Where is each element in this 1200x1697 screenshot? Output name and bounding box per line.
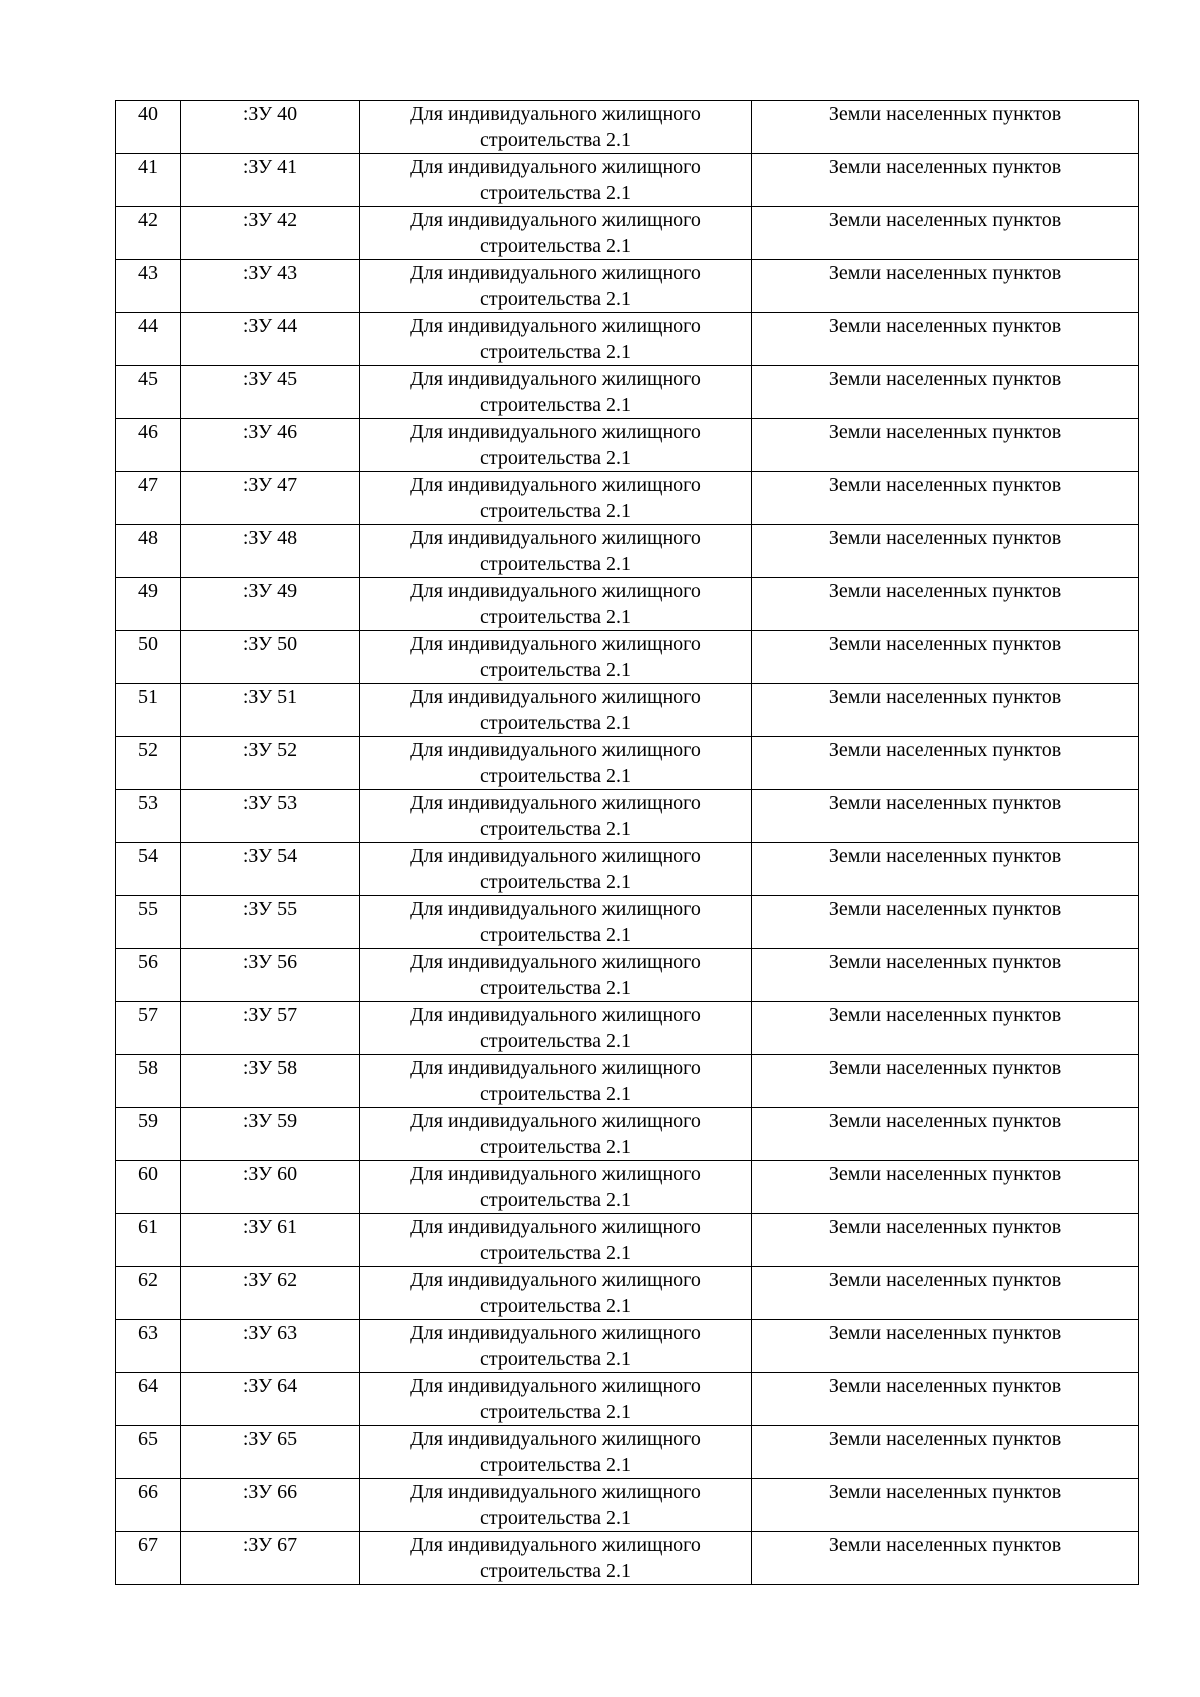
- land-category: Земли населенных пунктов: [828, 898, 1062, 920]
- row-number-cell: [116, 1532, 181, 1585]
- plot-id: :ЗУ 44: [242, 315, 298, 337]
- land-category-cell: [752, 1214, 1139, 1267]
- row-number: 60: [138, 1163, 158, 1185]
- plot-id: :ЗУ 54: [242, 845, 298, 867]
- permitted-use-line-2: строительства 2.1: [480, 659, 631, 681]
- land-category: Земли населенных пунктов: [828, 739, 1062, 761]
- land-category: Земли населенных пунктов: [828, 1163, 1062, 1185]
- permitted-use-line-2: строительства 2.1: [480, 924, 631, 946]
- table-row: [116, 631, 1139, 684]
- table-row: [116, 1214, 1139, 1267]
- row-number: 55: [138, 898, 158, 920]
- permitted-use-line-2: строительства 2.1: [480, 553, 631, 575]
- permitted-use-line-1: Для индивидуального жилищного: [410, 1534, 701, 1556]
- row-number: 61: [138, 1216, 158, 1238]
- permitted-use-line-2: строительства 2.1: [480, 1348, 631, 1370]
- table-row: [116, 260, 1139, 313]
- plot-id-cell: [181, 1267, 360, 1320]
- permitted-use-cell: [360, 737, 752, 790]
- land-category-cell: [752, 1426, 1139, 1479]
- permitted-use-cell: [360, 631, 752, 684]
- row-number-cell: [116, 313, 181, 366]
- table-row: [116, 896, 1139, 949]
- row-number-cell: [116, 1320, 181, 1373]
- permitted-use-cell: [360, 1055, 752, 1108]
- table-row: [116, 154, 1139, 207]
- row-number: 45: [138, 368, 158, 390]
- land-category: Земли населенных пунктов: [828, 792, 1062, 814]
- row-number-cell: [116, 1479, 181, 1532]
- plot-id-cell: [181, 1161, 360, 1214]
- permitted-use-line-1: Для индивидуального жилищного: [410, 1057, 701, 1079]
- row-number: 59: [138, 1110, 158, 1132]
- permitted-use-cell: [360, 1320, 752, 1373]
- land-category-cell: [752, 1108, 1139, 1161]
- row-number-cell: [116, 1267, 181, 1320]
- land-category-cell: [752, 207, 1139, 260]
- land-category: Земли населенных пунктов: [828, 633, 1062, 655]
- plot-id-cell: [181, 207, 360, 260]
- land-category-cell: [752, 313, 1139, 366]
- plot-id-cell: [181, 1320, 360, 1373]
- plot-id: :ЗУ 67: [242, 1534, 298, 1556]
- table-row: [116, 949, 1139, 1002]
- row-number-cell: [116, 790, 181, 843]
- permitted-use-line-1: Для индивидуального жилищного: [410, 580, 701, 602]
- land-category-cell: [752, 1320, 1139, 1373]
- permitted-use-line-1: Для индивидуального жилищного: [410, 898, 701, 920]
- land-category: Земли населенных пунктов: [828, 1375, 1062, 1397]
- land-category: Земли населенных пунктов: [828, 580, 1062, 602]
- permitted-use-line-2: строительства 2.1: [480, 288, 631, 310]
- plot-id-cell: [181, 419, 360, 472]
- permitted-use-cell: [360, 101, 752, 154]
- permitted-use-line-1: Для индивидуального жилищного: [410, 633, 701, 655]
- land-category: Земли населенных пунктов: [828, 527, 1062, 549]
- land-category: Земли населенных пунктов: [828, 103, 1062, 125]
- permitted-use-line-2: строительства 2.1: [480, 1507, 631, 1529]
- row-number: 57: [138, 1004, 158, 1026]
- permitted-use-line-2: строительства 2.1: [480, 447, 631, 469]
- permitted-use-cell: [360, 578, 752, 631]
- permitted-use-cell: [360, 1002, 752, 1055]
- permitted-use-line-1: Для индивидуального жилищного: [410, 792, 701, 814]
- land-category: Земли населенных пунктов: [828, 262, 1062, 284]
- permitted-use-line-1: Для индивидуального жилищного: [410, 1110, 701, 1132]
- row-number: 65: [138, 1428, 158, 1450]
- row-number: 43: [138, 262, 158, 284]
- plot-id-cell: [181, 1373, 360, 1426]
- permitted-use-cell: [360, 1161, 752, 1214]
- table-row: [116, 419, 1139, 472]
- land-category-cell: [752, 260, 1139, 313]
- permitted-use-cell: [360, 366, 752, 419]
- plot-id: :ЗУ 49: [242, 580, 298, 602]
- plot-id: :ЗУ 51: [242, 686, 298, 708]
- land-category-cell: [752, 1002, 1139, 1055]
- row-number: 53: [138, 792, 158, 814]
- permitted-use-cell: [360, 1479, 752, 1532]
- plot-id: :ЗУ 62: [242, 1269, 298, 1291]
- plot-id-cell: [181, 1055, 360, 1108]
- permitted-use-line-2: строительства 2.1: [480, 712, 631, 734]
- plot-id-cell: [181, 366, 360, 419]
- permitted-use-cell: [360, 790, 752, 843]
- permitted-use-cell: [360, 260, 752, 313]
- row-number: 54: [138, 845, 158, 867]
- permitted-use-line-1: Для индивидуального жилищного: [410, 368, 701, 390]
- permitted-use-line-2: строительства 2.1: [480, 1189, 631, 1211]
- land-category-cell: [752, 737, 1139, 790]
- permitted-use-line-1: Для индивидуального жилищного: [410, 474, 701, 496]
- permitted-use-cell: [360, 154, 752, 207]
- table-row: [116, 843, 1139, 896]
- row-number: 66: [138, 1481, 158, 1503]
- row-number-cell: [116, 101, 181, 154]
- table-row: [116, 313, 1139, 366]
- land-category: Земли населенных пунктов: [828, 1110, 1062, 1132]
- permitted-use-cell: [360, 207, 752, 260]
- permitted-use-line-1: Для индивидуального жилищного: [410, 1269, 701, 1291]
- land-category-cell: [752, 1479, 1139, 1532]
- plot-id: :ЗУ 61: [242, 1216, 298, 1238]
- table-row: [116, 1108, 1139, 1161]
- permitted-use-line-2: строительства 2.1: [480, 500, 631, 522]
- row-number: 51: [138, 686, 158, 708]
- permitted-use-cell: [360, 1214, 752, 1267]
- plot-id-cell: [181, 949, 360, 1002]
- plot-id: :ЗУ 56: [242, 951, 298, 973]
- row-number: 50: [138, 633, 158, 655]
- row-number: 63: [138, 1322, 158, 1344]
- plot-id: :ЗУ 66: [242, 1481, 298, 1503]
- permitted-use-line-1: Для индивидуального жилищного: [410, 262, 701, 284]
- permitted-use-line-1: Для индивидуального жилищного: [410, 1375, 701, 1397]
- permitted-use-line-2: строительства 2.1: [480, 606, 631, 628]
- row-number-cell: [116, 207, 181, 260]
- land-category-cell: [752, 154, 1139, 207]
- row-number-cell: [116, 1108, 181, 1161]
- permitted-use-line-2: строительства 2.1: [480, 977, 631, 999]
- permitted-use-line-1: Для индивидуального жилищного: [410, 1163, 701, 1185]
- row-number-cell: [116, 1214, 181, 1267]
- row-number-cell: [116, 1002, 181, 1055]
- table-row: [116, 525, 1139, 578]
- land-category: Земли населенных пунктов: [828, 368, 1062, 390]
- plot-id-cell: [181, 1426, 360, 1479]
- permitted-use-cell: [360, 949, 752, 1002]
- row-number-cell: [116, 1161, 181, 1214]
- plot-id-cell: [181, 1002, 360, 1055]
- plot-id-cell: [181, 1532, 360, 1585]
- table-row: [116, 1426, 1139, 1479]
- row-number: 62: [138, 1269, 158, 1291]
- plot-id-cell: [181, 578, 360, 631]
- plot-id: :ЗУ 65: [242, 1428, 298, 1450]
- land-category-cell: [752, 578, 1139, 631]
- plot-id-cell: [181, 260, 360, 313]
- table-row: [116, 1373, 1139, 1426]
- permitted-use-cell: [360, 472, 752, 525]
- plot-id: :ЗУ 40: [242, 103, 298, 125]
- plot-id-cell: [181, 472, 360, 525]
- plot-id: :ЗУ 45: [242, 368, 298, 390]
- permitted-use-line-2: строительства 2.1: [480, 1401, 631, 1423]
- plot-id: :ЗУ 60: [242, 1163, 298, 1185]
- land-category: Земли населенных пунктов: [828, 156, 1062, 178]
- table-row: [116, 1161, 1139, 1214]
- table-row: [116, 207, 1139, 260]
- permitted-use-line-1: Для индивидуального жилищного: [410, 845, 701, 867]
- row-number-cell: [116, 843, 181, 896]
- permitted-use-line-2: строительства 2.1: [480, 1295, 631, 1317]
- land-category: Земли населенных пунктов: [828, 1481, 1062, 1503]
- land-category-cell: [752, 1532, 1139, 1585]
- table-row: [116, 737, 1139, 790]
- land-category: Земли населенных пунктов: [828, 1269, 1062, 1291]
- permitted-use-line-1: Для индивидуального жилищного: [410, 951, 701, 973]
- row-number-cell: [116, 1373, 181, 1426]
- plot-id-cell: [181, 313, 360, 366]
- row-number-cell: [116, 472, 181, 525]
- table-row: [116, 1002, 1139, 1055]
- row-number: 67: [138, 1534, 158, 1556]
- land-category-cell: [752, 366, 1139, 419]
- row-number: 47: [138, 474, 158, 496]
- permitted-use-line-1: Для индивидуального жилищного: [410, 103, 701, 125]
- land-category: Земли населенных пунктов: [828, 474, 1062, 496]
- table-row: [116, 684, 1139, 737]
- row-number: 40: [138, 103, 158, 125]
- permitted-use-cell: [360, 684, 752, 737]
- plot-id: :ЗУ 63: [242, 1322, 298, 1344]
- table-row: [116, 1532, 1139, 1585]
- row-number-cell: [116, 1055, 181, 1108]
- permitted-use-line-1: Для индивидуального жилищного: [410, 209, 701, 231]
- plot-id: :ЗУ 41: [242, 156, 298, 178]
- row-number: 58: [138, 1057, 158, 1079]
- plot-id: :ЗУ 46: [242, 421, 298, 443]
- plot-id: :ЗУ 59: [242, 1110, 298, 1132]
- permitted-use-line-1: Для индивидуального жилищного: [410, 421, 701, 443]
- plot-id-cell: [181, 154, 360, 207]
- row-number: 44: [138, 315, 158, 337]
- land-category: Земли населенных пунктов: [828, 1057, 1062, 1079]
- land-category-cell: [752, 949, 1139, 1002]
- table-row: [116, 1267, 1139, 1320]
- table-row: [116, 578, 1139, 631]
- land-category-cell: [752, 1055, 1139, 1108]
- table-row: [116, 1479, 1139, 1532]
- land-category-cell: [752, 525, 1139, 578]
- permitted-use-cell: [360, 1426, 752, 1479]
- land-category: Земли населенных пунктов: [828, 951, 1062, 973]
- row-number-cell: [116, 631, 181, 684]
- permitted-use-line-1: Для индивидуального жилищного: [410, 527, 701, 549]
- table-body: [116, 101, 1139, 1585]
- permitted-use-line-2: строительства 2.1: [480, 129, 631, 151]
- permitted-use-line-2: строительства 2.1: [480, 1242, 631, 1264]
- land-category-cell: [752, 1373, 1139, 1426]
- plot-id-cell: [181, 684, 360, 737]
- permitted-use-cell: [360, 1373, 752, 1426]
- permitted-use-cell: [360, 525, 752, 578]
- land-category: Земли населенных пунктов: [828, 1428, 1062, 1450]
- plot-id-cell: [181, 790, 360, 843]
- land-category: Земли населенных пунктов: [828, 845, 1062, 867]
- plot-id-cell: [181, 1479, 360, 1532]
- plot-id: :ЗУ 42: [242, 209, 298, 231]
- row-number: 48: [138, 527, 158, 549]
- row-number-cell: [116, 737, 181, 790]
- permitted-use-cell: [360, 1267, 752, 1320]
- plot-id: :ЗУ 53: [242, 792, 298, 814]
- permitted-use-cell: [360, 843, 752, 896]
- row-number: 56: [138, 951, 158, 973]
- permitted-use-line-2: строительства 2.1: [480, 765, 631, 787]
- plot-id-cell: [181, 101, 360, 154]
- permitted-use-line-2: строительства 2.1: [480, 1030, 631, 1052]
- permitted-use-line-2: строительства 2.1: [480, 1136, 631, 1158]
- plot-id-cell: [181, 843, 360, 896]
- row-number-cell: [116, 419, 181, 472]
- land-category: Земли населенных пунктов: [828, 315, 1062, 337]
- plot-id: :ЗУ 52: [242, 739, 298, 761]
- plot-id: :ЗУ 47: [242, 474, 298, 496]
- permitted-use-line-2: строительства 2.1: [480, 394, 631, 416]
- permitted-use-cell: [360, 896, 752, 949]
- plot-id: :ЗУ 50: [242, 633, 298, 655]
- table-row: [116, 790, 1139, 843]
- row-number-cell: [116, 260, 181, 313]
- permitted-use-line-1: Для индивидуального жилищного: [410, 1216, 701, 1238]
- plot-id: :ЗУ 43: [242, 262, 298, 284]
- permitted-use-line-2: строительства 2.1: [480, 235, 631, 257]
- row-number: 64: [138, 1375, 158, 1397]
- land-category-cell: [752, 631, 1139, 684]
- land-category-cell: [752, 843, 1139, 896]
- permitted-use-line-2: строительства 2.1: [480, 1560, 631, 1582]
- table-row: [116, 1055, 1139, 1108]
- permitted-use-line-1: Для индивидуального жилищного: [410, 156, 701, 178]
- permitted-use-line-2: строительства 2.1: [480, 871, 631, 893]
- land-category: Земли населенных пунктов: [828, 1216, 1062, 1238]
- permitted-use-line-1: Для индивидуального жилищного: [410, 1004, 701, 1026]
- row-number-cell: [116, 578, 181, 631]
- plot-id: :ЗУ 58: [242, 1057, 298, 1079]
- plot-id: :ЗУ 48: [242, 527, 298, 549]
- row-number-cell: [116, 684, 181, 737]
- land-category: Земли населенных пунктов: [828, 421, 1062, 443]
- plot-id-cell: [181, 737, 360, 790]
- land-category-cell: [752, 790, 1139, 843]
- land-category-cell: [752, 896, 1139, 949]
- permitted-use-line-1: Для индивидуального жилищного: [410, 1428, 701, 1450]
- table-row: [116, 472, 1139, 525]
- plot-id: :ЗУ 57: [242, 1004, 298, 1026]
- plot-id-cell: [181, 525, 360, 578]
- row-number-cell: [116, 896, 181, 949]
- land-category: Земли населенных пунктов: [828, 686, 1062, 708]
- row-number: 41: [138, 156, 158, 178]
- row-number: 52: [138, 739, 158, 761]
- row-number-cell: [116, 525, 181, 578]
- land-category-cell: [752, 684, 1139, 737]
- row-number: 42: [138, 209, 158, 231]
- table-row: [116, 1320, 1139, 1373]
- plot-id-cell: [181, 896, 360, 949]
- permitted-use-cell: [360, 1532, 752, 1585]
- land-category: Земли населенных пунктов: [828, 209, 1062, 231]
- permitted-use-line-2: строительства 2.1: [480, 341, 631, 363]
- land-category-cell: [752, 419, 1139, 472]
- plot-id-cell: [181, 631, 360, 684]
- plot-id: :ЗУ 64: [242, 1375, 298, 1397]
- table-row: [116, 101, 1139, 154]
- land-category: Земли населенных пунктов: [828, 1004, 1062, 1026]
- land-category-cell: [752, 472, 1139, 525]
- permitted-use-line-1: Для индивидуального жилищного: [410, 1481, 701, 1503]
- permitted-use-line-1: Для индивидуального жилищного: [410, 686, 701, 708]
- table-row: [116, 366, 1139, 419]
- permitted-use-line-1: Для индивидуального жилищного: [410, 315, 701, 337]
- permitted-use-cell: [360, 419, 752, 472]
- permitted-use-cell: [360, 1108, 752, 1161]
- land-category-cell: [752, 101, 1139, 154]
- land-category-cell: [752, 1161, 1139, 1214]
- plot-id-cell: [181, 1108, 360, 1161]
- permitted-use-line-1: Для индивидуального жилищного: [410, 1322, 701, 1344]
- row-number-cell: [116, 154, 181, 207]
- row-number-cell: [116, 949, 181, 1002]
- land-category: Земли населенных пунктов: [828, 1322, 1062, 1344]
- row-number-cell: [116, 1426, 181, 1479]
- plot-id: :ЗУ 55: [242, 898, 298, 920]
- permitted-use-line-2: строительства 2.1: [480, 1083, 631, 1105]
- permitted-use-cell: [360, 313, 752, 366]
- row-number-cell: [116, 366, 181, 419]
- land-category: Земли населенных пунктов: [828, 1534, 1062, 1556]
- plot-id-cell: [181, 1214, 360, 1267]
- row-number: 46: [138, 421, 158, 443]
- land-category-cell: [752, 1267, 1139, 1320]
- permitted-use-line-2: строительства 2.1: [480, 182, 631, 204]
- permitted-use-line-2: строительства 2.1: [480, 1454, 631, 1476]
- land-plots-table: [115, 100, 1139, 1585]
- permitted-use-line-1: Для индивидуального жилищного: [410, 739, 701, 761]
- permitted-use-line-2: строительства 2.1: [480, 818, 631, 840]
- row-number: 49: [138, 580, 158, 602]
